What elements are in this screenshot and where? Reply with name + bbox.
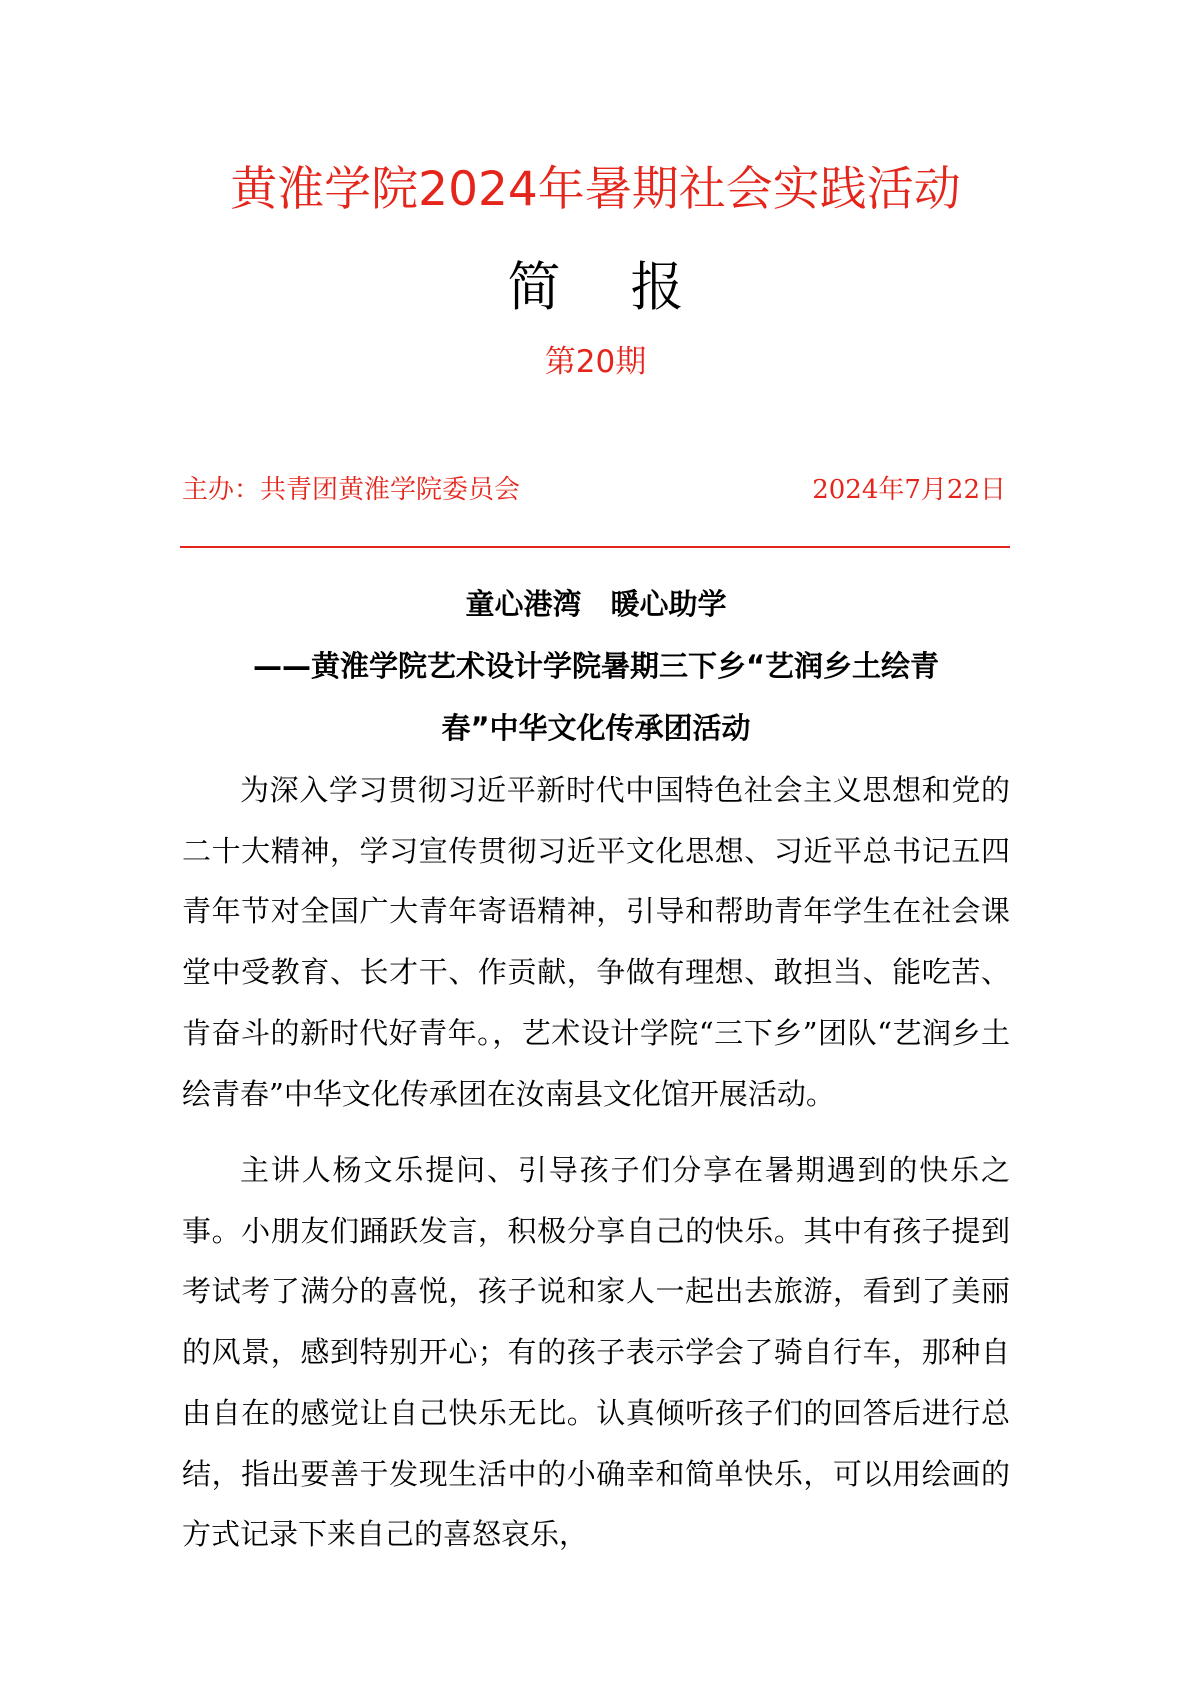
issue-date: 2024年7月22日	[812, 475, 1006, 505]
meta-row	[182, 470, 1006, 510]
header-divider	[180, 546, 1010, 548]
masthead-subtitle: 简报	[507, 257, 754, 318]
masthead-title: 黄淮学院2024年暑期社会实践活动	[230, 162, 961, 217]
article-title-line: 童心港湾 暖心助学	[465, 587, 727, 621]
body-paragraph: 为深入学习贯彻习近平新时代中国特色社会主义思想和党的二十大精神，学习宣传贯彻习近平文化思想、习近平总书记五四青年节对全国广大青年寄语精神，引导和帮助青年学生在社会课堂中受教育、长才干、作贡献，争做有理想、敢担当、能吃苦、肯奋斗的新时代好青年。，艺术设计学院“三下乡”团队“艺润乡土绘青春”中华文化传承团在汝南县文化馆开展活动。	[182, 773, 1010, 1111]
article-title-line: ——黄淮学院艺术设计学院暑期三下乡“艺润乡土绘青	[252, 649, 940, 683]
body-paragraph: 主讲人杨文乐提问、引导孩子们分享在暑期遇到的快乐之事。小朋友们踊跃发言，积极分享自己的快乐。其中有孩子提到考试考了满分的喜悦，孩子说和家人一起出去旅游，看到了美丽的风景，感到特别开心；有的孩子表示学会了骑自行车，那种自由自在的感觉让自己快乐无比。认真倾听孩子们的回答后进行总结，指出要善于发现生活中的小确幸和简单快乐，可以用绘画的方式记录下来自己的喜怒哀乐，	[182, 1153, 1010, 1552]
article-title	[182, 573, 1010, 759]
sponsor-label: 主办：共青团黄淮学院委员会	[182, 475, 521, 505]
article-title-line: 春”中华文化传承团活动	[441, 711, 751, 745]
issue-number: 第20期	[544, 344, 647, 380]
